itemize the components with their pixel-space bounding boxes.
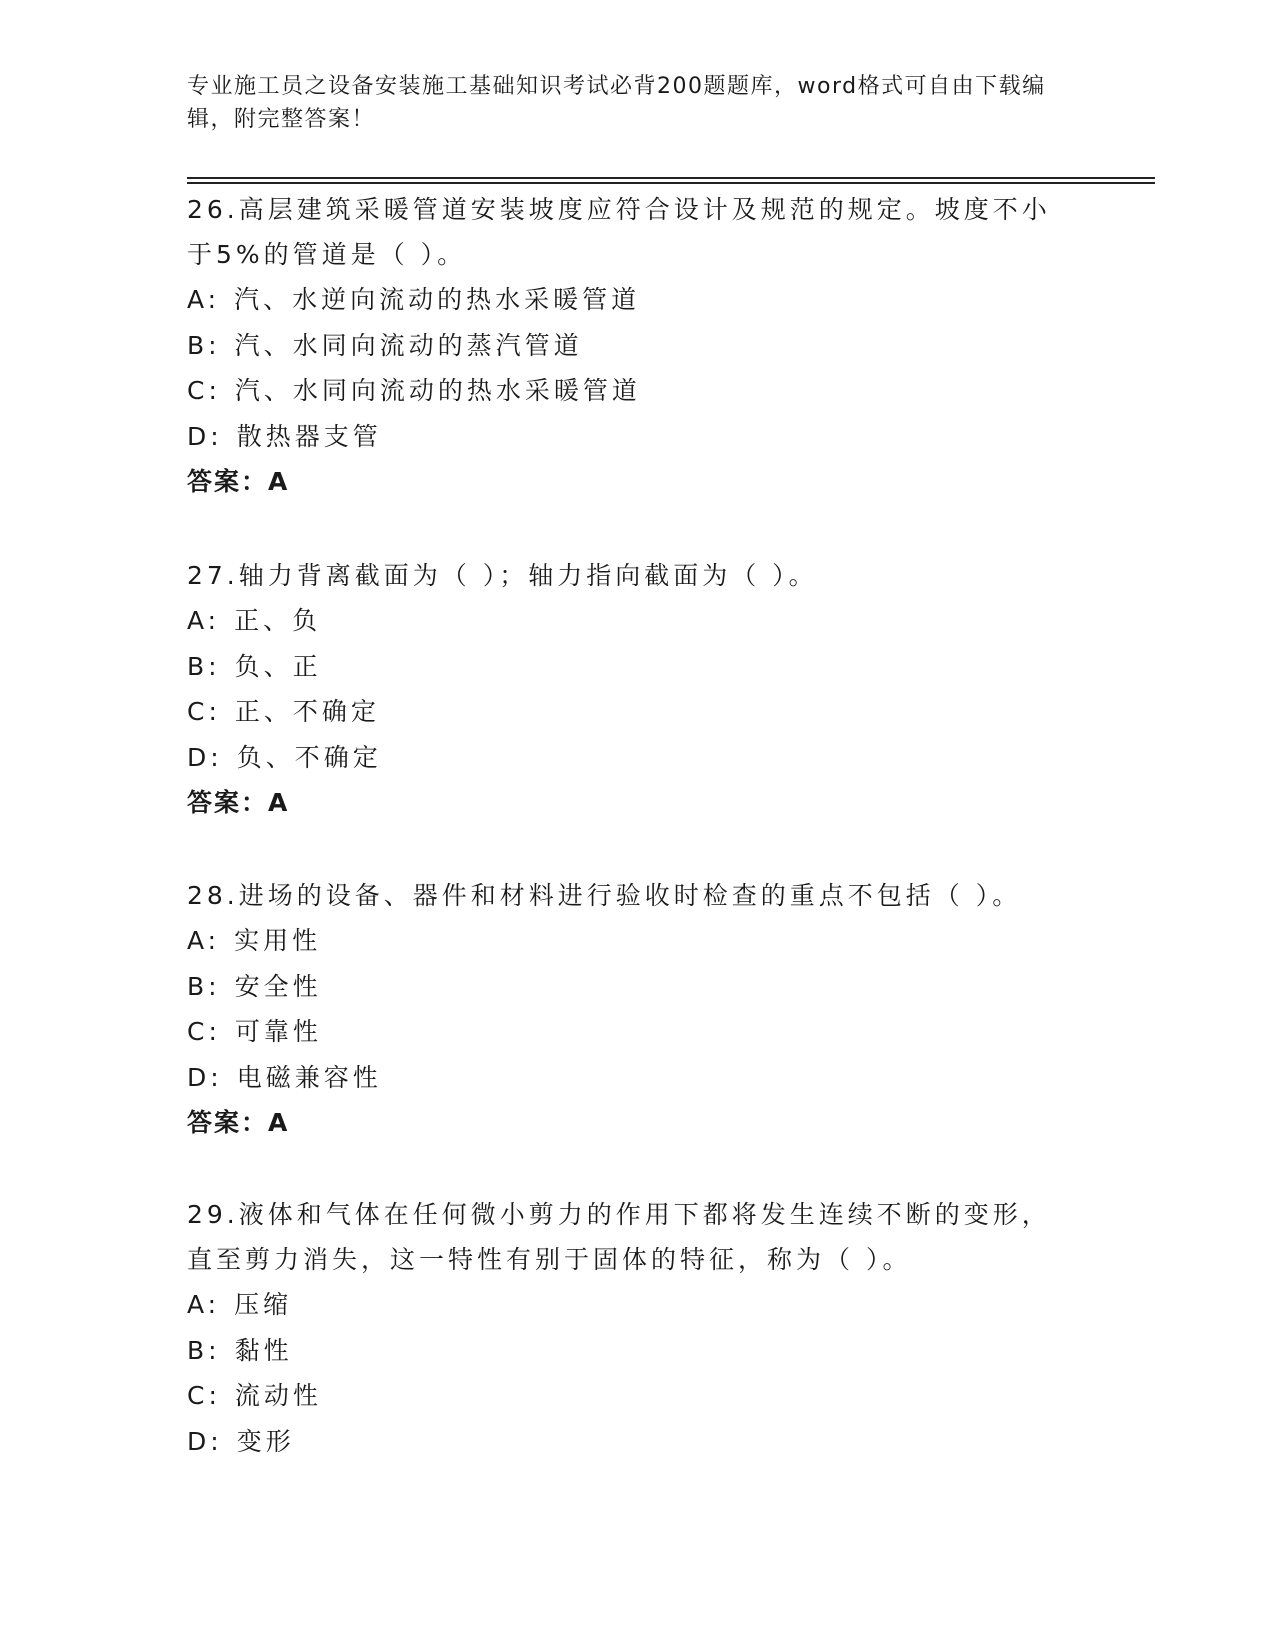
option-text: 压缩 — [234, 1290, 293, 1319]
option-letter: D: — [187, 742, 223, 772]
question-number: 29. — [187, 1200, 239, 1229]
option-b — [187, 1328, 1077, 1374]
question-stem — [187, 1192, 1077, 1282]
option-letter: C: — [187, 1017, 221, 1046]
option-a — [187, 1282, 1077, 1328]
option-letter: C: — [187, 697, 221, 726]
answer-line: 答案：A — [187, 788, 290, 817]
question-26 — [187, 187, 1077, 504]
option-text: 可靠性 — [234, 1017, 322, 1046]
question-28 — [187, 873, 1077, 1145]
option-text: 黏性 — [234, 1335, 293, 1365]
question-number: 26. — [187, 195, 239, 224]
option-text: 汽、水逆向流动的热水采暖管道 — [234, 285, 641, 314]
option-letter: D: — [187, 421, 223, 451]
option-letter: A: — [187, 285, 221, 314]
option-text: 正、负 — [234, 606, 322, 635]
option-c — [187, 689, 1077, 735]
option-b — [187, 964, 1077, 1010]
question-text: 进场的设备、器件和材料进行验收时检查的重点不包括（ ）。 — [238, 881, 1022, 910]
option-text: 负、不确定 — [236, 742, 382, 772]
option-text: 负、正 — [234, 651, 322, 681]
option-letter: C: — [187, 376, 221, 405]
question-27 — [187, 553, 1077, 825]
option-text: 安全性 — [234, 971, 322, 1001]
option-letter: A: — [187, 926, 221, 955]
option-text: 散热器支管 — [236, 421, 382, 451]
question-stem — [187, 873, 1077, 918]
option-a — [187, 277, 1077, 323]
option-d — [187, 1419, 1077, 1465]
option-letter: B: — [187, 1335, 221, 1365]
option-letter: B: — [187, 330, 221, 360]
option-c — [187, 1373, 1077, 1419]
option-text: 汽、水同向流动的热水采暖管道 — [234, 376, 641, 405]
option-c — [187, 1009, 1077, 1055]
option-text: 流动性 — [234, 1381, 322, 1410]
option-d — [187, 735, 1077, 781]
option-b — [187, 644, 1077, 690]
option-b — [187, 323, 1077, 369]
option-text: 汽、水同向流动的蒸汽管道 — [234, 330, 583, 360]
option-a — [187, 918, 1077, 964]
option-d — [187, 1055, 1077, 1101]
question-29 — [187, 1192, 1077, 1464]
question-text: 轴力背离截面为（ ）；轴力指向截面为（ ）。 — [238, 561, 818, 590]
option-text: 变形 — [236, 1426, 295, 1456]
question-stem — [187, 187, 1077, 277]
question-number: 28. — [187, 881, 239, 910]
option-letter: A: — [187, 1290, 221, 1319]
question-number: 27. — [187, 561, 239, 590]
answer-line: 答案：A — [187, 467, 290, 496]
option-d — [187, 414, 1077, 460]
option-text: 实用性 — [234, 926, 322, 955]
answer-line: 答案：A — [187, 1108, 290, 1137]
question-text: 高层建筑采暖管道安装坡度应符合设计及规范的规定。坡度不小于5%的管道是（ ）。 — [187, 195, 1051, 269]
option-a — [187, 598, 1077, 644]
option-text: 正、不确定 — [234, 697, 380, 726]
option-letter: B: — [187, 651, 221, 681]
option-letter: D: — [187, 1062, 223, 1092]
option-text: 电磁兼容性 — [236, 1062, 382, 1092]
option-c — [187, 368, 1077, 414]
option-letter: A: — [187, 606, 221, 635]
option-letter: D: — [187, 1426, 223, 1456]
option-letter: C: — [187, 1381, 221, 1410]
question-stem — [187, 553, 1077, 598]
option-letter: B: — [187, 971, 221, 1001]
question-text: 液体和气体在任何微小剪力的作用下都将发生连续不断的变形，直至剪力消失，这一特性有别于固体的特征，称为（ ）。 — [187, 1200, 1051, 1274]
page-header-title: 专业施工员之设备安装施工基础知识考试必背200题题库，word格式可自由下载编辑，附完整答案！ — [187, 74, 1046, 132]
header-divider-bottom — [187, 182, 1155, 184]
header-divider-top — [187, 177, 1155, 179]
